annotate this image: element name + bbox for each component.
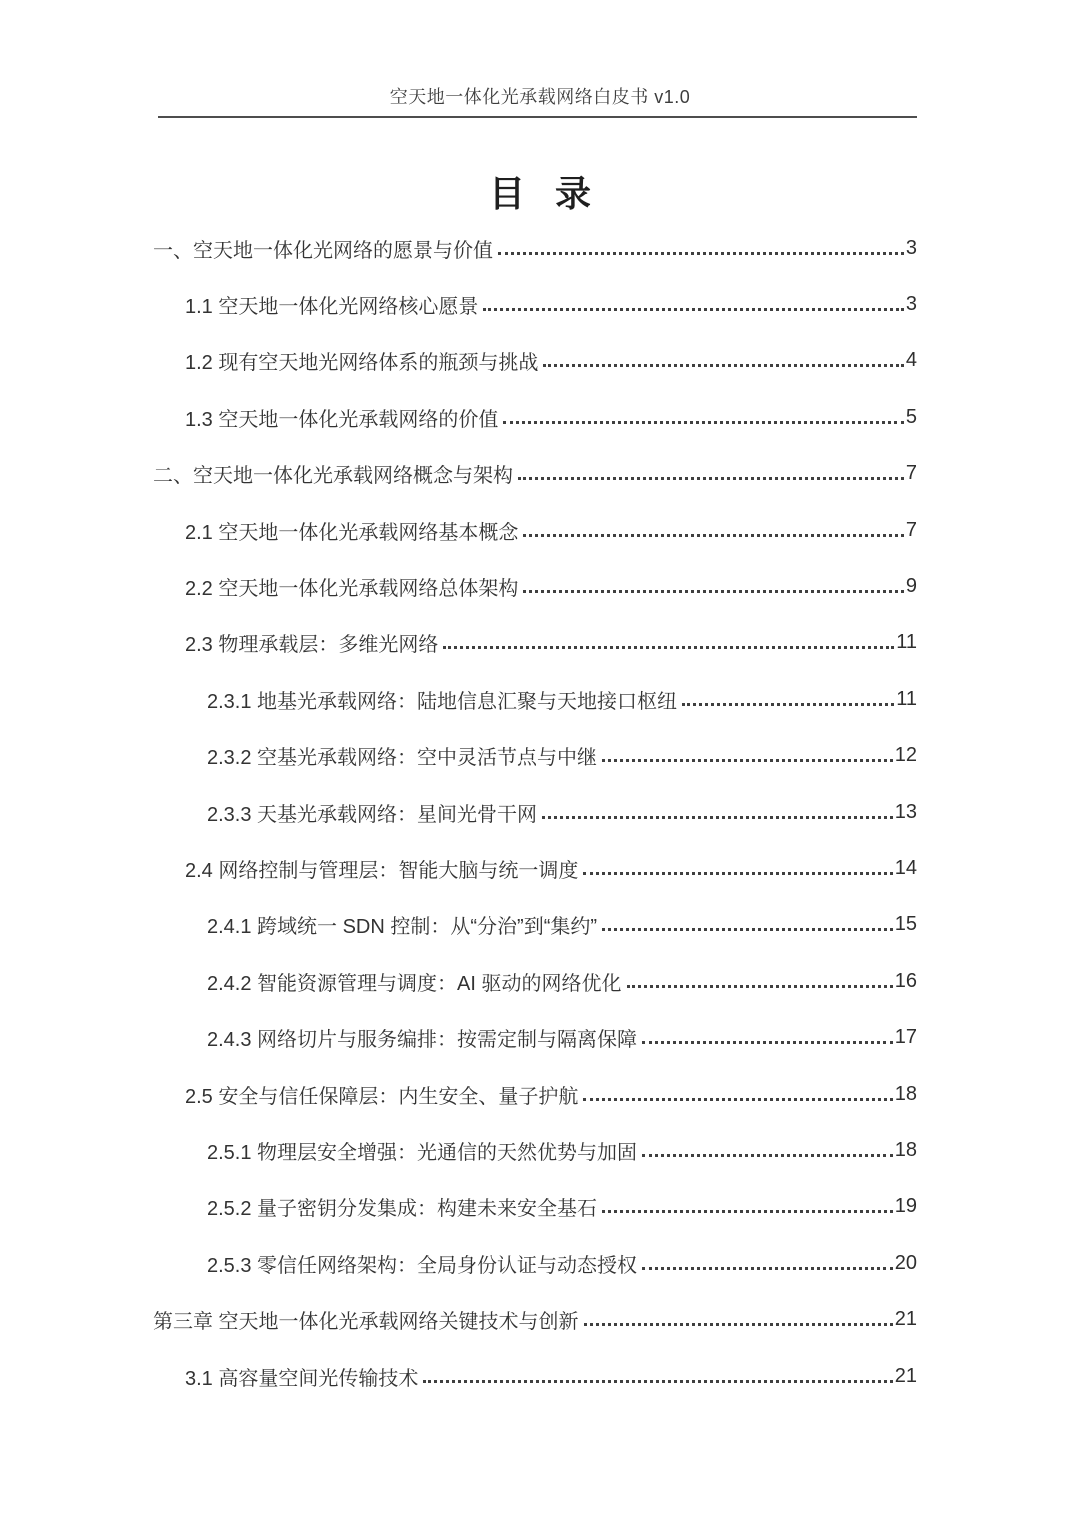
toc-entry-label: 2.4 网络控制与管理层：智能大脑与统一调度 xyxy=(185,859,579,882)
toc-entry-page: 21 xyxy=(894,1308,917,1331)
toc-entry[interactable] xyxy=(153,953,917,1009)
toc-entry-page: 18 xyxy=(894,1082,917,1105)
toc-entry-page: 11 xyxy=(896,687,917,710)
toc-entry[interactable] xyxy=(153,728,917,784)
toc-entry-label: 2.4.2 智能资源管理与调度：AI 驱动的网络优化 xyxy=(207,972,622,995)
toc-entry-label: 1.3 空天地一体化光承载网络的价值 xyxy=(185,408,499,431)
toc-entry[interactable] xyxy=(153,1179,917,1235)
toc-leader-dots xyxy=(642,1267,893,1270)
toc-entry[interactable] xyxy=(153,784,917,840)
toc-entry-label: 2.3.3 天基光承载网络：星间光骨干网 xyxy=(207,803,538,826)
toc-entry-page: 13 xyxy=(894,800,917,823)
toc-entry-page: 5 xyxy=(905,405,917,428)
toc-entry[interactable] xyxy=(153,615,917,671)
toc-entry-page: 17 xyxy=(894,1026,917,1049)
toc-leader-dots xyxy=(423,1380,892,1383)
toc-entry[interactable] xyxy=(153,1235,917,1291)
toc-entry-label: 2.5.2 量子密钥分发集成：构建未来安全基石 xyxy=(207,1198,598,1221)
toc-leader-dots xyxy=(602,1210,893,1213)
toc-leader-dots xyxy=(627,985,893,988)
toc-entry[interactable] xyxy=(153,1348,917,1404)
toc-entry[interactable] xyxy=(153,333,917,389)
toc-entry-label: 二、空天地一体化光承载网络概念与架构 xyxy=(153,465,513,488)
running-header: 空天地一体化光承载网络白皮书 v1.0 xyxy=(389,87,691,107)
toc-entry-label: 2.3 物理承载层：多维光网络 xyxy=(185,634,439,657)
toc-leader-dots xyxy=(682,703,894,706)
toc-entry-page: 19 xyxy=(894,1195,917,1218)
toc-entry-page: 7 xyxy=(905,518,917,541)
toc-entry[interactable] xyxy=(153,840,917,896)
toc-entry[interactable] xyxy=(153,1122,917,1178)
toc-entry[interactable] xyxy=(153,389,917,445)
toc-entry[interactable] xyxy=(153,897,917,953)
toc-entry-label: 2.5.3 零信任网络架构：全局身份认证与动态授权 xyxy=(207,1254,638,1277)
toc-entry[interactable] xyxy=(153,1291,917,1347)
toc-leader-dots xyxy=(523,534,904,537)
toc-leader-dots xyxy=(642,1154,893,1157)
toc-leader-dots xyxy=(498,252,904,255)
toc-leader-dots xyxy=(602,928,893,931)
toc-entry-page: 3 xyxy=(905,236,917,259)
toc-leader-dots xyxy=(518,477,904,480)
toc-entry-label: 1.1 空天地一体化光网络核心愿景 xyxy=(185,296,479,319)
toc-entry-label: 2.1 空天地一体化光承载网络基本概念 xyxy=(185,521,519,544)
toc-entry-label: 一、空天地一体化光网络的愿景与价值 xyxy=(153,239,493,262)
toc-leader-dots xyxy=(443,646,894,649)
toc-entry[interactable] xyxy=(153,276,917,332)
toc xyxy=(153,220,917,1404)
toc-leader-dots xyxy=(583,872,892,875)
toc-entry-page: 14 xyxy=(894,856,917,879)
toc-entry-page: 3 xyxy=(905,293,917,316)
toc-leader-dots xyxy=(602,759,893,762)
toc-entry-page: 11 xyxy=(896,631,917,654)
toc-entry[interactable] xyxy=(153,502,917,558)
toc-entry-page: 9 xyxy=(905,575,917,598)
header-divider xyxy=(158,116,917,118)
toc-leader-dots xyxy=(523,590,904,593)
toc-entry-label: 3.1 高容量空间光传输技术 xyxy=(185,1367,419,1390)
toc-entry-page: 12 xyxy=(894,744,917,767)
page-title: 目 录 xyxy=(488,173,601,214)
toc-leader-dots xyxy=(503,421,904,424)
toc-entry-page: 18 xyxy=(894,1138,917,1161)
toc-entry[interactable] xyxy=(153,671,917,727)
toc-entry-label: 2.2 空天地一体化光承载网络总体架构 xyxy=(185,578,519,601)
toc-entry-label: 2.4.3 网络切片与服务编排：按需定制与隔离保障 xyxy=(207,1029,638,1052)
toc-entry[interactable] xyxy=(153,1066,917,1122)
toc-entry-page: 16 xyxy=(894,969,917,992)
toc-leader-dots xyxy=(543,364,904,367)
toc-entry-page: 4 xyxy=(905,349,917,372)
toc-leader-dots xyxy=(584,1323,893,1326)
toc-entry-label: 第三章 空天地一体化光承载网络关键技术与创新 xyxy=(153,1311,579,1334)
toc-entry-label: 2.5.1 物理层安全增强：光通信的天然优势与加固 xyxy=(207,1141,638,1164)
toc-entry-label: 1.2 现有空天地光网络体系的瓶颈与挑战 xyxy=(185,352,539,375)
toc-entry-page: 20 xyxy=(894,1251,917,1274)
toc-leader-dots xyxy=(642,1041,893,1044)
toc-entry-label: 2.4.1 跨域统一 SDN 控制：从“分治”到“集约” xyxy=(207,916,598,939)
toc-entry-page: 21 xyxy=(894,1364,917,1387)
toc-entry-page: 7 xyxy=(905,462,917,485)
toc-leader-dots xyxy=(483,308,904,311)
toc-entry[interactable] xyxy=(153,220,917,276)
toc-entry[interactable] xyxy=(153,446,917,502)
toc-entry-label: 2.5 安全与信任保障层：内生安全、量子护航 xyxy=(185,1085,579,1108)
toc-entry[interactable] xyxy=(153,1009,917,1065)
toc-leader-dots xyxy=(583,1098,892,1101)
toc-entry[interactable] xyxy=(153,558,917,614)
toc-leader-dots xyxy=(542,816,893,819)
toc-entry-label: 2.3.2 空基光承载网络：空中灵活节点与中继 xyxy=(207,747,598,770)
toc-entry-page: 15 xyxy=(894,913,917,936)
toc-entry-label: 2.3.1 地基光承载网络：陆地信息汇聚与天地接口枢纽 xyxy=(207,690,678,713)
